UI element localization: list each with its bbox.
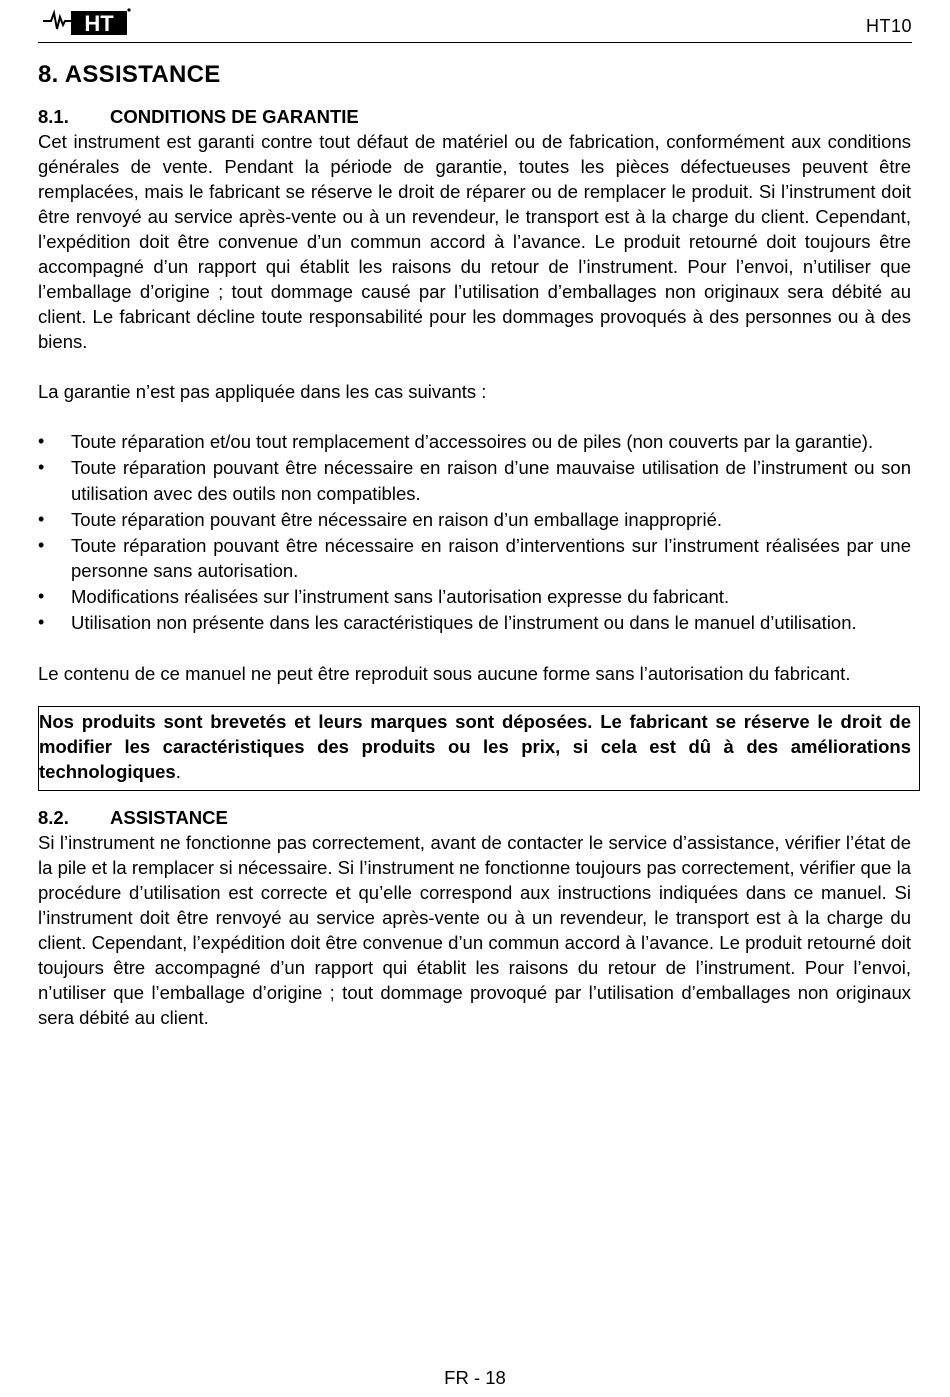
logo-text: HT xyxy=(84,11,114,36)
bullet-icon: • xyxy=(38,508,45,529)
page-number: FR - 18 xyxy=(444,1367,506,1388)
bullet-icon: • xyxy=(38,457,45,477)
list-item: • Toute réparation pouvant être nécessaire en raison d’une mauvaise utilisation de l’instrument ou son utilisation avec des outils non compatibles. xyxy=(38,457,911,504)
exclusions-list xyxy=(38,429,911,636)
page-content xyxy=(38,60,911,1030)
reproduction-notice: Le contenu de ce manuel ne peut être reproduit sous aucune forme sans l’autorisation du fabricant. xyxy=(38,663,851,684)
assistance-paragraph: Si l’instrument ne fonctionne pas correctement, avant de contacter le service d’assistance, vérifier l’état de la pile et la remplacer si nécessaire. Si l’instrument ne fonctionne toujours pas correctement, vérifier que la procédure d’utilisation est correcte et qu’elle correspond aux instructions indiquées dans ce manuel. Si l’instrument doit être renvoyé au service après-vente ou à un revendeur, le transport est à la charge du client. Cependant, l’expédition doit être convenue d’un commun accord à l’avance. Le produit retourné doit toujours être accompagné d’un rapport qui établit les raisons du retour de l’instrument. Pour l’envoi, n’utiliser que l’emballage d’origine ; tout dommage provoqué par l’utilisation d’emballages non originaux sera débité au client. xyxy=(38,832,911,1028)
assistance-title: ASSISTANCE xyxy=(110,807,228,828)
bullet-icon: • xyxy=(38,612,45,632)
list-item: • Utilisation non présente dans les caractéristiques de l’instrument ou dans le manuel d’utilisation. xyxy=(38,610,911,636)
exclusions-intro: La garantie n’est pas appliquée dans les cas suivants : xyxy=(38,381,487,402)
ht-logo-icon xyxy=(41,7,131,37)
warranty-heading xyxy=(38,104,911,129)
warranty-paragraph: Cet instrument est garanti contre tout défaut de matériel ou de fabrication, conformément aux conditions générales de vente. Pendant la période de garantie, toutes les pièces défectueuses peuvent être remplacées, mais le fabricant se réserve le droit de réparer ou de remplacer le produit. Si l’instrument doit être renvoyé au service après-vente ou à un revendeur, le transport est à la charge du client. Cependant, l’expédition doit être convenue d’un commun accord à l’avance. Le produit retourné doit toujours être accompagné d’un rapport qui établit les raisons du retour de l’instrument. Pour l’envoi, n’utiliser que l’emballage d’origine ; tout dommage causé par l’utilisation d’emballages non originaux sera débité au client. Le fabricant décline toute responsabilité pour les dommages provoqués à des personnes ou à des biens. xyxy=(38,131,911,352)
bullet-icon: • xyxy=(38,431,45,451)
bullet-icon: • xyxy=(38,586,45,606)
assistance-heading xyxy=(38,805,911,830)
patent-notice-box xyxy=(38,706,920,791)
patent-notice-text: Nos produits sont brevetés et leurs marques sont déposées. Le fabricant se réserve le droit de modifier les caractéristiques des produits ou les prix, si cela est dû à des améliorations technologiques xyxy=(39,711,911,782)
list-item: • Toute réparation pouvant être nécessaire en raison d’interventions sur l’instrument réalisées par une personne sans autorisation. xyxy=(38,534,911,581)
list-item: • Toute réparation pouvant être nécessaire en raison d’un emballage inapproprié. xyxy=(38,507,911,533)
page-header xyxy=(38,0,912,43)
list-item: • Modifications réalisées sur l’instrument sans l’autorisation expresse du fabricant. xyxy=(38,584,911,610)
warranty-number: 8.1. xyxy=(38,106,69,127)
bullet-icon: • xyxy=(38,534,45,555)
patent-notice-end: . xyxy=(175,761,181,782)
section-title: 8. ASSISTANCE xyxy=(38,61,221,88)
assistance-number: 8.2. xyxy=(38,807,69,828)
warranty-title: CONDITIONS DE GARANTIE xyxy=(110,106,359,127)
list-item: • Toute réparation et/ou tout remplacement d’accessoires ou de piles (non couverts par la garantie). xyxy=(38,429,911,455)
model-name: HT10 xyxy=(865,16,912,36)
